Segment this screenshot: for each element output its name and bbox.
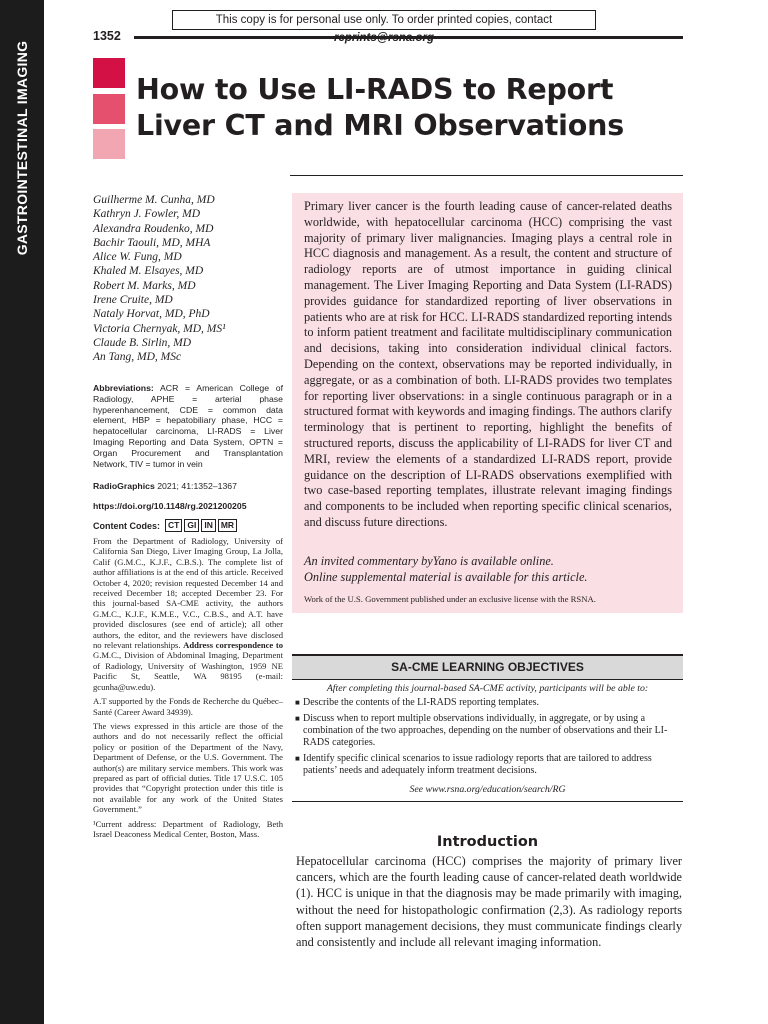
header-rule — [134, 36, 683, 39]
content-code-badge: IN — [201, 519, 216, 532]
author-name: Nataly Horvat, MD, PhD — [93, 308, 210, 321]
author-name: Alice W. Fung, MD — [93, 251, 182, 264]
author-list — [93, 193, 283, 365]
square-bullet-icon: ■ — [295, 713, 300, 723]
objective-item — [295, 753, 683, 777]
objective-text: Describe the contents of the LI-RADS reporting templates. — [303, 697, 540, 708]
objective-item — [295, 697, 683, 709]
introduction-text: Hepatocellular carcinoma (HCC) comprises the majority of primary liver cancers, which are the fourth leading cause of cancer-related death worldwide (1). HCC is unique in that the diagnosis may be made primarily with imaging, without the need for histopathologic confirmation (2,3). As radiology reports often support management decisions, they must communicate findings clearly and consistently and include all relevant imaging information. — [296, 854, 682, 950]
learning-objectives-list — [295, 697, 683, 780]
license-note: Work of the U.S. Government published under an exclusive license with the RSNA. — [304, 594, 596, 604]
content-code-badge: CT — [165, 519, 182, 532]
author-name: Robert M. Marks, MD — [93, 279, 196, 292]
abbreviations — [93, 383, 283, 469]
square-bullet-icon: ■ — [295, 753, 300, 763]
abstract-text: Primary liver cancer is the fourth leading cause of cancer-related deaths worldwide, with hepatocellular carcinoma (HCC) comprising the vast majority of primary liver malignancies. Imaging plays a central role in HCC diagnosis and management. As a result, the content and structure of radiology reports are of utmost importance in guiding clinical management. The Liver Imaging Reporting and Data System (LI-RADS) provides guidance for standardized reporting of liver observations in patients who are at risk for HCC. LI-RADS standardized reporting intends to inform patient treatment and facilitate multidisciplinary communication and decisions, taking into consideration individual clinical factors. Depending on the context, observations may be reported individually, in aggregate, or as a combination of both. LI-RADS provides two templates for reporting liver observations: in a single continuous paragraph or in a structured format with keywords and imaging findings. The authors clarify terminology that is pertinent to reporting, highlight the benefits of structured reports, discuss the applicability of LI-RADS for liver CT and MRI, review the elements of a standardized LI-RADS report, provide guidance on the description of LI-RADS observations exemplified with two case-based reporting templates, illustrate relevant imaging findings and components to be included when reporting specific clinical scenarios, and discuss future directions. — [304, 199, 672, 529]
commentary-note: An invited commentary byYano is available online. — [304, 554, 554, 568]
doi-link[interactable]: https://doi.org/10.1148/rg.2021200205 — [93, 501, 247, 511]
copy-notice-text: This copy is for personal use only. To order printed copies, contact — [215, 14, 553, 26]
learning-objectives-intro: After completing this journal-based SA-CME activity, participants will be able to: — [326, 683, 649, 694]
author-name: Kathryn J. Fowler, MD — [93, 208, 201, 221]
square-bullet-icon: ■ — [295, 698, 300, 707]
copy-notice — [172, 10, 596, 30]
title-rule — [290, 175, 683, 176]
objectives-rule — [292, 801, 683, 802]
content-code-badge: GI — [184, 519, 199, 532]
journal-name: RadioGraphics — [93, 481, 155, 491]
author-name: Claude B. Sirlin, MD — [93, 336, 192, 349]
accent-square-light — [93, 129, 125, 159]
accent-square-dark — [93, 58, 125, 88]
objective-text: Discuss when to report multiple observations individually, in aggregate, or by using a combination of the two approaches, depending on the number of observations and their LI-RADS categories. — [303, 712, 668, 748]
objectives-see-link[interactable]: See www.rsna.org/education/search/RG — [409, 784, 566, 795]
author-name: An Tang, MD, MSc — [93, 351, 182, 364]
content-codes — [93, 519, 237, 532]
author-name: Irene Cruite, MD — [93, 294, 173, 307]
introduction-heading: Introduction — [436, 834, 539, 850]
affiliation-paragraph — [93, 536, 283, 692]
abstract-notes — [304, 554, 672, 586]
objective-text: Identify specific clinical scenarios to issue radiology reports that are tailored to address patients’ needs and adequately inform treatment decisions. — [303, 752, 652, 776]
abbreviations-label: Abbreviations: — [93, 383, 154, 393]
correspondence-text: G.M.C., Division of Abdominal Imaging, Department of Radiology, University of Washington, 1959 NE Pacific St, Seattle, WA 98195 (e-mail: gcunha@uw.edu). — [93, 650, 283, 692]
article-title: How to Use LI-RADS to Report Liver CT and MRI Observations — [136, 73, 624, 142]
author-name: Guilherme M. Cunha, MD — [93, 194, 215, 206]
objective-item — [295, 713, 683, 749]
correspondence-label: Address correspondence to — [183, 640, 284, 651]
author-name: Bachir Taouli, MD, MHA — [93, 236, 211, 249]
affiliations — [93, 536, 283, 843]
supplemental-note: Online supplemental material is available for this article. — [304, 569, 588, 584]
funding-note: A.T supported by the Fonds de Recherche du Québec–Santé (Career Award 34939). — [93, 696, 283, 717]
content-code-badge: MR — [218, 519, 237, 532]
disclaimer: The views expressed in this article are those of the authors and do not necessarily reflect the official policy or position of the Department of the Navy, Department of Defense, or the U.S. Government. The author(s) are military service members. This work was prepared as part of official duties. Title 17 U.S.C. 105 provides that “Copyright protection under this title is not available for any work of the United States Government.” — [93, 720, 283, 815]
journal-citation — [93, 481, 237, 491]
current-address-note: ¹Current address: Department of Radiology, Beth Israel Deaconess Medical Center, Boston, Mass. — [93, 818, 283, 839]
abbreviations-text: ACR = American College of Radiology, APHE = arterial phase hyperenhancement, CDE = common data element, HBP = hepatobiliary phase, HCC = hepatocellular carcinoma, LI-RADS = Liver Imaging Reporting and Data System, OPTN = Organ Procurement and Transplantation Network, TIV = tumor in vein — [93, 383, 283, 469]
journal-volume: 2021; 41:1352–1367 — [157, 481, 237, 491]
author-name: Alexandra Roudenko, MD — [93, 222, 214, 235]
author-name: Khaled M. Elsayes, MD — [93, 265, 204, 278]
learning-objectives-header: SA-CME LEARNING OBJECTIVES — [292, 654, 683, 680]
affiliation-text: From the Department of Radiology, University of California San Diego, Liver Imaging Group, La Jolla, Calif (G.M.C., K.J.F., C.B.S.). The complete list of author affiliations is at the end of this article. Received October 4, 2020; revision requested December 14 and received December 18; accepted December 23. For this journal-based SA-CME activity, the authors G.M.C., K.J.F., K.M.E., V.C., C.B.S., and A.T. have provided disclosures (see end of article); all other authors, the editor, and the reviewers have disclosed no relevant relationships. — [93, 536, 283, 651]
page-number: 1352 — [93, 29, 121, 43]
section-side-bar — [0, 0, 44, 1024]
author-name: Victoria Chernyak, MD, MS¹ — [93, 322, 226, 335]
accent-square-mid — [93, 94, 125, 124]
section-label: GASTROINTESTINAL IMAGING — [14, 40, 30, 256]
content-codes-label: Content Codes: — [93, 520, 160, 531]
